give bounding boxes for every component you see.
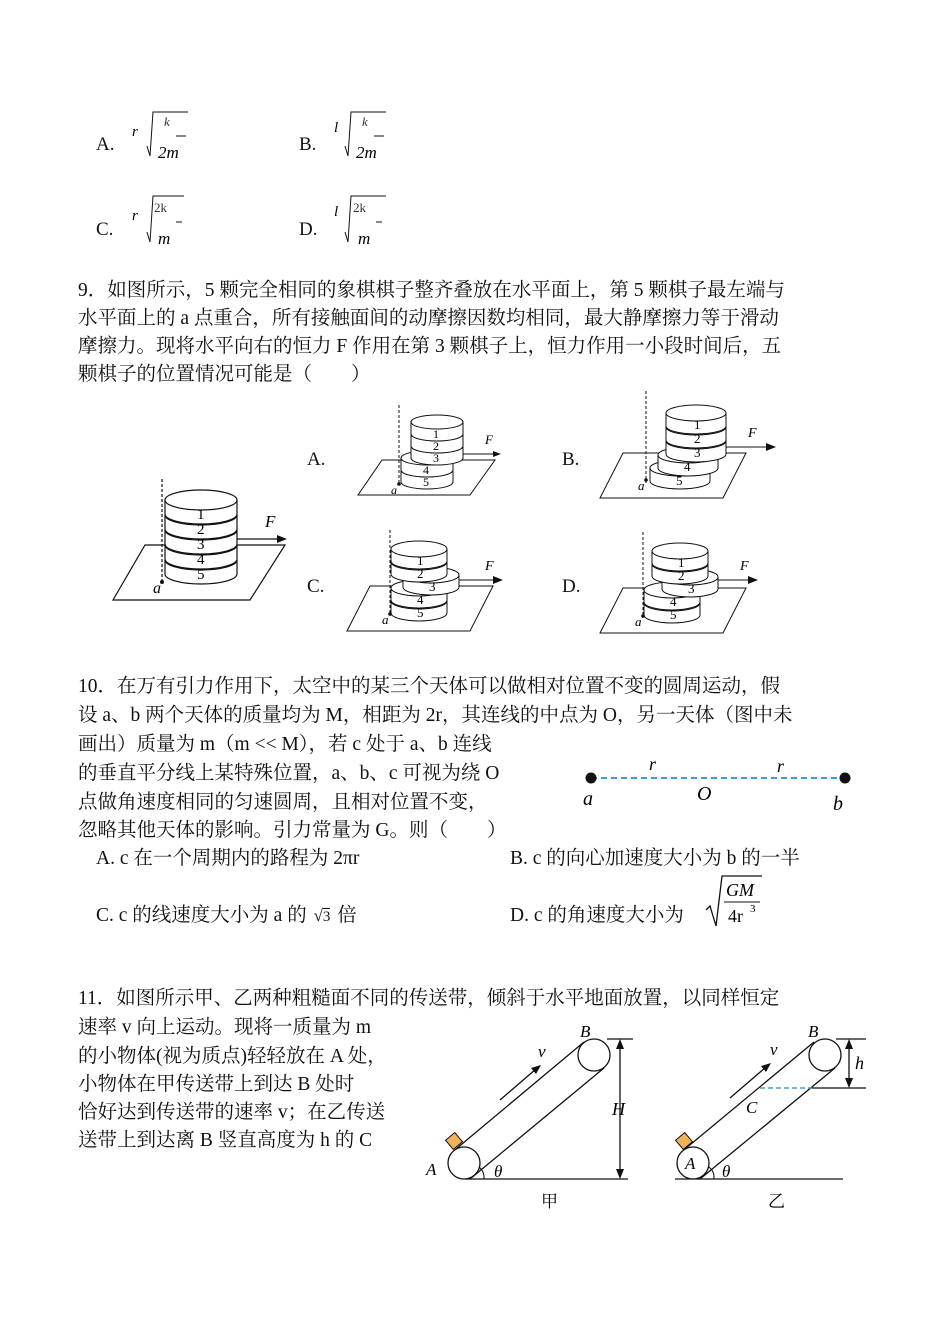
q9-text-line-3: 摩擦力。现将水平向右的恒力 F 作用在第 3 颗棋子上，恒力作用一小段时间后，五 <box>78 336 782 357</box>
svg-text:r: r <box>777 756 785 776</box>
q8-option-a[interactable]: A. <box>96 134 115 155</box>
svg-text:GM: GM <box>726 880 754 900</box>
svg-text:C: C <box>746 1098 758 1117</box>
svg-text:a: a <box>153 580 161 597</box>
q10-option-d[interactable]: D. c 的角速度大小为 <box>510 905 684 926</box>
q11-figure-yi <box>660 1015 880 1215</box>
svg-text:2k: 2k <box>353 200 366 215</box>
sqrt-3: √3 <box>313 906 331 925</box>
svg-text:a: a <box>635 614 642 629</box>
svg-text:m: m <box>158 229 171 248</box>
svg-text:m: m <box>358 229 371 248</box>
svg-text:H: H <box>612 1099 625 1119</box>
q10-figure-ab <box>575 750 860 820</box>
svg-text:v: v <box>770 1040 778 1059</box>
svg-text:a: a <box>583 788 593 810</box>
q9-main-figure <box>105 475 305 615</box>
svg-text:3: 3 <box>429 579 436 594</box>
svg-text:乙: 乙 <box>768 1192 785 1211</box>
q9-option-b[interactable]: B. <box>562 449 580 470</box>
q9-option-b-figure <box>598 388 798 503</box>
q9-option-a[interactable]: A. <box>307 449 326 470</box>
q8-option-d-formula <box>330 190 400 250</box>
q8-option-c-formula <box>128 190 198 250</box>
svg-text:O: O <box>697 783 712 805</box>
q8-option-c[interactable]: C. <box>96 219 114 240</box>
svg-text:F: F <box>265 512 276 531</box>
q10-text-line-5: 点做角速度相同的匀速圆周，且相对位置不变， <box>78 792 488 813</box>
q8-option-a-formula <box>128 104 198 164</box>
svg-text:F: F <box>748 426 757 441</box>
svg-text:r: r <box>132 124 138 140</box>
svg-text:2m: 2m <box>356 143 377 162</box>
svg-text:h: h <box>855 1053 864 1073</box>
svg-text:A: A <box>426 1160 437 1179</box>
svg-text:θ: θ <box>722 1162 731 1181</box>
svg-text:3: 3 <box>750 903 756 915</box>
svg-text:3: 3 <box>197 537 205 553</box>
svg-text:r: r <box>132 208 138 224</box>
q9-option-d-figure <box>598 530 788 640</box>
q9-option-d[interactable]: D. <box>562 576 581 597</box>
q10-text-line-3: 画出）质量为 m（m << M），若 c 处于 a、b 连线 <box>78 734 492 755</box>
q9-text-line-4: 颗棋子的位置情况可能是（ ） <box>78 364 371 385</box>
svg-text:b: b <box>833 793 843 815</box>
q11-text-line-5: 恰好达到传送带的速率 v；在乙传送 <box>78 1102 386 1123</box>
q10-text-line-1: 10．在万有引力作用下，太空中的某三个天体可以做相对位置不变的圆周运动，假 <box>78 676 781 697</box>
q10-text-line-6: 忽略其他天体的影响。引力常量为 G。则（ ） <box>78 820 507 841</box>
q11-text-line-6: 送带上到达离 B 竖直高度为 h 的 C <box>78 1130 373 1151</box>
svg-text:k: k <box>362 114 368 129</box>
svg-text:5: 5 <box>423 475 429 489</box>
svg-text:v: v <box>538 1042 546 1061</box>
q10-option-d-formula <box>704 872 764 932</box>
q11-text-line-4: 小物体在甲传送带上到达 B 处时 <box>78 1074 355 1095</box>
svg-text:l: l <box>334 204 339 220</box>
svg-text:F: F <box>485 432 493 447</box>
svg-text:甲: 甲 <box>541 1192 558 1211</box>
svg-text:1: 1 <box>694 417 701 432</box>
svg-text:1: 1 <box>197 507 205 523</box>
svg-text:2: 2 <box>694 431 701 446</box>
q9-option-a-figure <box>355 400 525 500</box>
svg-text:4: 4 <box>417 592 424 607</box>
q9-option-c-figure <box>345 528 525 638</box>
svg-text:F: F <box>485 559 494 574</box>
q11-text-line-1: 11．如图所示甲、乙两种粗糙面不同的传送带，倾斜于水平地面放置，以同样恒定 <box>78 988 780 1009</box>
svg-text:3: 3 <box>433 451 439 465</box>
q11-text-line-3: 的小物体(视为质点)轻轻放在 A 处， <box>78 1046 387 1067</box>
svg-text:4: 4 <box>684 459 691 474</box>
svg-text:A: A <box>685 1154 696 1173</box>
svg-text:1: 1 <box>433 427 439 441</box>
svg-text:k: k <box>164 114 170 129</box>
q9-text-line-1: 9．如图所示，5 颗完全相同的象棋棋子整齐叠放在水平面上，第 5 颗棋子最左端与 <box>78 280 785 301</box>
q9-option-c[interactable]: C. <box>307 576 325 597</box>
q11-figure-jia <box>420 1015 650 1215</box>
q10-option-b[interactable]: B. c 的向心加速度大小为 b 的一半 <box>510 848 800 869</box>
q10-option-c[interactable]: C. c 的线速度大小为 a 的 √3 倍 <box>96 902 357 931</box>
svg-text:5: 5 <box>676 473 683 488</box>
svg-text:a: a <box>391 483 397 497</box>
q10-text-line-2: 设 a、b 两个天体的质量均为 M，相距为 2r，其连线的中点为 O，另一天体（图中未 <box>78 705 793 726</box>
q10-option-a[interactable]: A. c 在一个周期内的路程为 2πr <box>96 848 360 869</box>
svg-text:2k: 2k <box>154 200 167 215</box>
q9-text-line-2: 水平面上的 a 点重合，所有接触面间的动摩擦因数均相同，最大静摩擦力等于滑动 <box>78 308 779 329</box>
svg-text:2: 2 <box>417 566 424 581</box>
svg-text:4: 4 <box>423 463 429 477</box>
svg-text:θ: θ <box>494 1162 503 1181</box>
svg-text:5: 5 <box>197 567 205 583</box>
q8-option-b-formula <box>330 104 400 164</box>
svg-text:2: 2 <box>197 522 205 538</box>
svg-text:4r: 4r <box>728 906 743 926</box>
q8-option-d[interactable]: D. <box>299 219 318 240</box>
q11-text-line-2: 速率 v 向上运动。现将一质量为 m <box>78 1017 372 1038</box>
svg-text:a: a <box>382 612 389 627</box>
svg-text:1: 1 <box>678 555 685 570</box>
svg-text:2: 2 <box>678 568 685 583</box>
q10-text-line-4: 的垂直平分线上某特殊位置，a、b、c 可视为绕 O <box>78 763 500 784</box>
svg-text:2m: 2m <box>158 143 179 162</box>
svg-text:3: 3 <box>688 581 695 596</box>
q8-option-b[interactable]: B. <box>299 134 317 155</box>
svg-text:4: 4 <box>670 594 677 609</box>
svg-text:B: B <box>580 1022 591 1041</box>
svg-text:3: 3 <box>694 445 701 460</box>
svg-text:5: 5 <box>670 607 677 622</box>
svg-text:a: a <box>638 478 645 493</box>
svg-text:4: 4 <box>197 552 205 568</box>
svg-text:5: 5 <box>417 605 424 620</box>
svg-text:l: l <box>334 120 339 136</box>
svg-text:r: r <box>649 754 657 774</box>
svg-text:2: 2 <box>433 439 439 453</box>
svg-text:F: F <box>740 559 749 574</box>
svg-text:B: B <box>808 1022 819 1041</box>
svg-text:1: 1 <box>417 553 424 568</box>
